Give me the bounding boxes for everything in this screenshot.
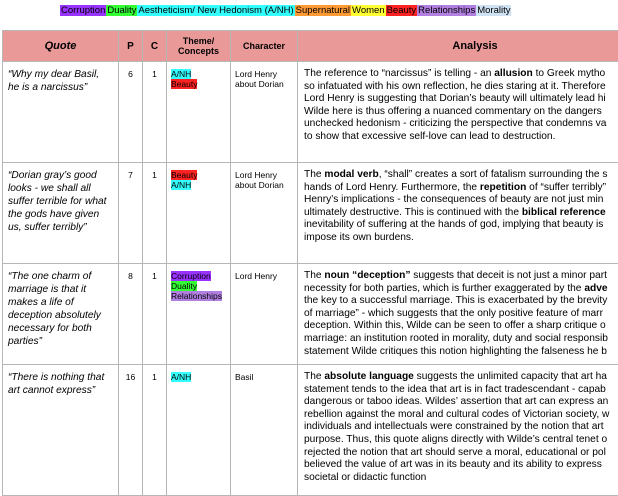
analysis-line: The modal verb, “shall” creates a sort of fatalism surrounding the s: [304, 169, 618, 182]
theme-cell: [167, 264, 231, 365]
analysis-line: ultimately destructive. This is continued with the biblical reference: [304, 207, 618, 220]
header-analysis: Analysis: [298, 31, 618, 62]
analysis-line: dangerous or taboo ideas. Wildes’ assertion that art can express an: [304, 396, 618, 409]
analysis-line: The reference to “narcissus” is telling - an allusion to Greek mytho: [304, 68, 618, 81]
page-cell: 8: [119, 264, 143, 365]
analysis-line: so infatuated with his own reflection, he dies staring at it. Therefore: [304, 81, 618, 94]
analysis-line: Henry’s implications - the consequences of beauty are not just min: [304, 194, 618, 207]
analysis-line: The noun “deception” suggests that deceit is not just a minor part: [304, 270, 618, 283]
theme-tag: Duality: [171, 281, 197, 291]
analysis-line: to show that excessive self-love can lead to destruction.: [304, 131, 618, 144]
analysis-line: marriage: an institution rooted in morality, duty and social responsib: [304, 333, 618, 346]
analysis-line: individuals and intellectuals were constrained by the notion that art: [304, 421, 618, 434]
quote-analysis-table: [2, 30, 618, 496]
table-header-row: [3, 31, 618, 62]
header-character: Character: [231, 31, 298, 62]
theme-tag: A/NH: [171, 180, 191, 190]
quote-cell: “Dorian gray’s good looks - we shall all suffer terrible for what the gods have given us, suffer terribly”: [3, 163, 119, 264]
analysis-cell: [298, 62, 618, 163]
header-chapter: C: [143, 31, 167, 62]
analysis-line: of marriage” - which suggests that the only positive feature of marr: [304, 308, 618, 321]
analysis-line: rejected the notion that art should serve a moral, educational or pol: [304, 447, 618, 460]
theme-color-legend: [60, 4, 511, 17]
header-quote: Quote: [3, 31, 119, 62]
legend-item: Women: [351, 5, 386, 16]
theme-tag: A/NH: [171, 372, 191, 382]
page-cell: 7: [119, 163, 143, 264]
analysis-cell: [298, 163, 618, 264]
legend-item: Beauty: [386, 5, 418, 16]
theme-cell: [167, 62, 231, 163]
analysis-cell: [298, 264, 618, 365]
page-cell: 6: [119, 62, 143, 163]
page-cell: 16: [119, 365, 143, 496]
theme-tag: Beauty: [171, 79, 197, 89]
analysis-line: rebellion against the moral and cultural codes of Victorian society, w: [304, 409, 618, 422]
analysis-line: Lord Henry is suggesting that Dorian’s beauty will ultimately lead hi: [304, 93, 618, 106]
quote-cell: “Why my dear Basil, he is a narcissus”: [3, 62, 119, 163]
table-row: [3, 163, 618, 264]
legend-item: Duality: [106, 5, 137, 16]
analysis-line: unchecked hedonism - criticizing the perspective that condemns va: [304, 118, 618, 131]
chapter-cell: 1: [143, 264, 167, 365]
analysis-line: statement Wilde critiques this notion highlighting the falseness he b: [304, 346, 618, 359]
analysis-line: impose its own burdens.: [304, 232, 618, 245]
analysis-line: statement tends to the idea that art is in fact tradescendant - capab: [304, 384, 618, 397]
theme-tag: A/NH: [171, 69, 191, 79]
legend-item: Aestheticism/ New Hedonism (A/NH): [137, 5, 294, 16]
analysis-line: deception. Within this, Wilde can be seen to offer a sharp critique o: [304, 320, 618, 333]
analysis-line: necessity for both parties, which is further exaggerated by the adve: [304, 283, 618, 296]
analysis-line: inevitability of suffering at the hands of god, implying that beauty is: [304, 219, 618, 232]
character-cell: Lord Henry: [231, 264, 298, 365]
character-cell: Basil: [231, 365, 298, 496]
analysis-line: the key to a successful marriage. This is exacerbated by the brevity: [304, 295, 618, 308]
theme-tag: Corruption: [171, 271, 211, 281]
theme-cell: [167, 365, 231, 496]
legend-item: Morality: [476, 5, 511, 16]
analysis-line: Wilde here is thus offering a nuanced commentary on the dangers: [304, 106, 618, 119]
header-page: P: [119, 31, 143, 62]
character-cell: Lord Henry about Dorian: [231, 163, 298, 264]
character-cell: Lord Henry about Dorian: [231, 62, 298, 163]
analysis-line: societal or didactic function: [304, 472, 618, 485]
table-row: [3, 365, 618, 496]
quote-cell: “The one charm of marriage is that it makes a life of deception absolutely necessary for both parties”: [3, 264, 119, 365]
analysis-line: hands of Lord Henry. Furthermore, the repetition of “suffer terribly”: [304, 182, 618, 195]
table-row: [3, 62, 618, 163]
quote-cell: “There is nothing that art cannot express”: [3, 365, 119, 496]
legend-item: Supernatural: [295, 5, 351, 16]
theme-tag: Beauty: [171, 170, 197, 180]
legend-item: Corruption: [60, 5, 106, 16]
table-row: [3, 264, 618, 365]
analysis-line: The absolute language suggests the unlimited capacity that art ha: [304, 371, 618, 384]
theme-cell: [167, 163, 231, 264]
legend-item: Relationships: [417, 5, 476, 16]
analysis-line: purpose. Thus, this quote aligns directly with Wilde’s central tenet o: [304, 434, 618, 447]
chapter-cell: 1: [143, 163, 167, 264]
header-theme: Theme/ Concepts: [167, 31, 231, 62]
analysis-line: believed the value of art was in its beauty and its ability to express: [304, 459, 618, 472]
chapter-cell: 1: [143, 365, 167, 496]
chapter-cell: 1: [143, 62, 167, 163]
theme-tag: Relationships: [171, 291, 222, 301]
analysis-cell: [298, 365, 618, 496]
